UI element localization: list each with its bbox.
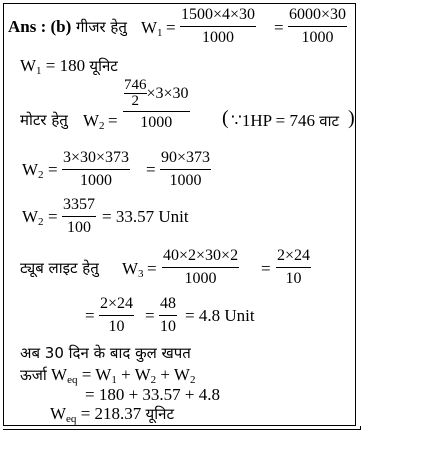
fraction-w3-3: 2×24 10 <box>100 295 134 335</box>
note-close-paren: ) <box>348 107 355 129</box>
tube-light-label: ट्यूब लाइट हेतु <box>20 259 99 277</box>
fraction-geyser-1: 1500×4×30 1000 <box>181 6 256 46</box>
fraction-w3-4: 48 10 <box>160 295 176 335</box>
equals-sign: = <box>147 259 157 278</box>
fraction-w2-3: 3357 100 <box>63 196 95 236</box>
total-energy-result: $W_{eq} = 218.37$ यूनिट <box>50 404 175 425</box>
w2-result: = 33.57 Unit <box>102 207 189 226</box>
fraction-geyser-2: 6000×30 1000 <box>289 6 347 46</box>
inner-fraction: 746 2 <box>124 77 147 109</box>
month-total-heading: अब 30 दिन के बाद कुल खपत <box>20 344 191 362</box>
equals-sign: = <box>85 306 95 325</box>
equals-sign: = <box>48 160 58 179</box>
motor-label: मोटर हेतु <box>20 111 68 129</box>
equals-sign: = <box>108 111 118 130</box>
w2-symbol: $W_2$ <box>22 160 44 181</box>
hp-note: ∵1HP = 746 वाट <box>231 111 340 130</box>
w1-result: $W_1 = 180$ यूनिट <box>20 56 118 77</box>
answer-label: Ans : (b) <box>8 17 72 36</box>
w1-symbol: $W_1$ <box>141 18 163 39</box>
equals-sign: = <box>261 259 271 278</box>
w3-symbol: $W_3$ <box>122 259 144 280</box>
fraction-w3-2: 2×24 10 <box>277 247 311 287</box>
frame-edge-bottom <box>3 429 361 430</box>
equals-sign: = <box>166 18 176 37</box>
fraction-w3-1: 40×2×30×2 1000 <box>163 247 239 287</box>
equals-sign: = <box>48 207 58 226</box>
w2-symbol: $W_2$ <box>22 207 44 228</box>
w3-result: = 4.8 Unit <box>185 306 255 325</box>
energy-sum-values: = 180 + 33.57 + 4.8 <box>85 385 221 404</box>
geyser-label: गीजर हेतु <box>76 18 127 36</box>
note-open-paren: ( <box>222 107 229 129</box>
equals-sign: = <box>145 306 155 325</box>
equals-sign: = <box>274 18 284 37</box>
fraction-w2-1: 3×30×373 1000 <box>63 149 130 189</box>
equals-sign: = <box>146 160 156 179</box>
fraction-w2-2: 90×373 1000 <box>161 149 211 189</box>
w2-symbol: $W_2$ <box>83 111 105 132</box>
energy-sum-line: ऊर्जा $W_{eq} = W_1 + W_2 + W_2$ <box>20 365 196 386</box>
fraction-motor: 746 2 ×3×30 1000 <box>124 77 189 131</box>
